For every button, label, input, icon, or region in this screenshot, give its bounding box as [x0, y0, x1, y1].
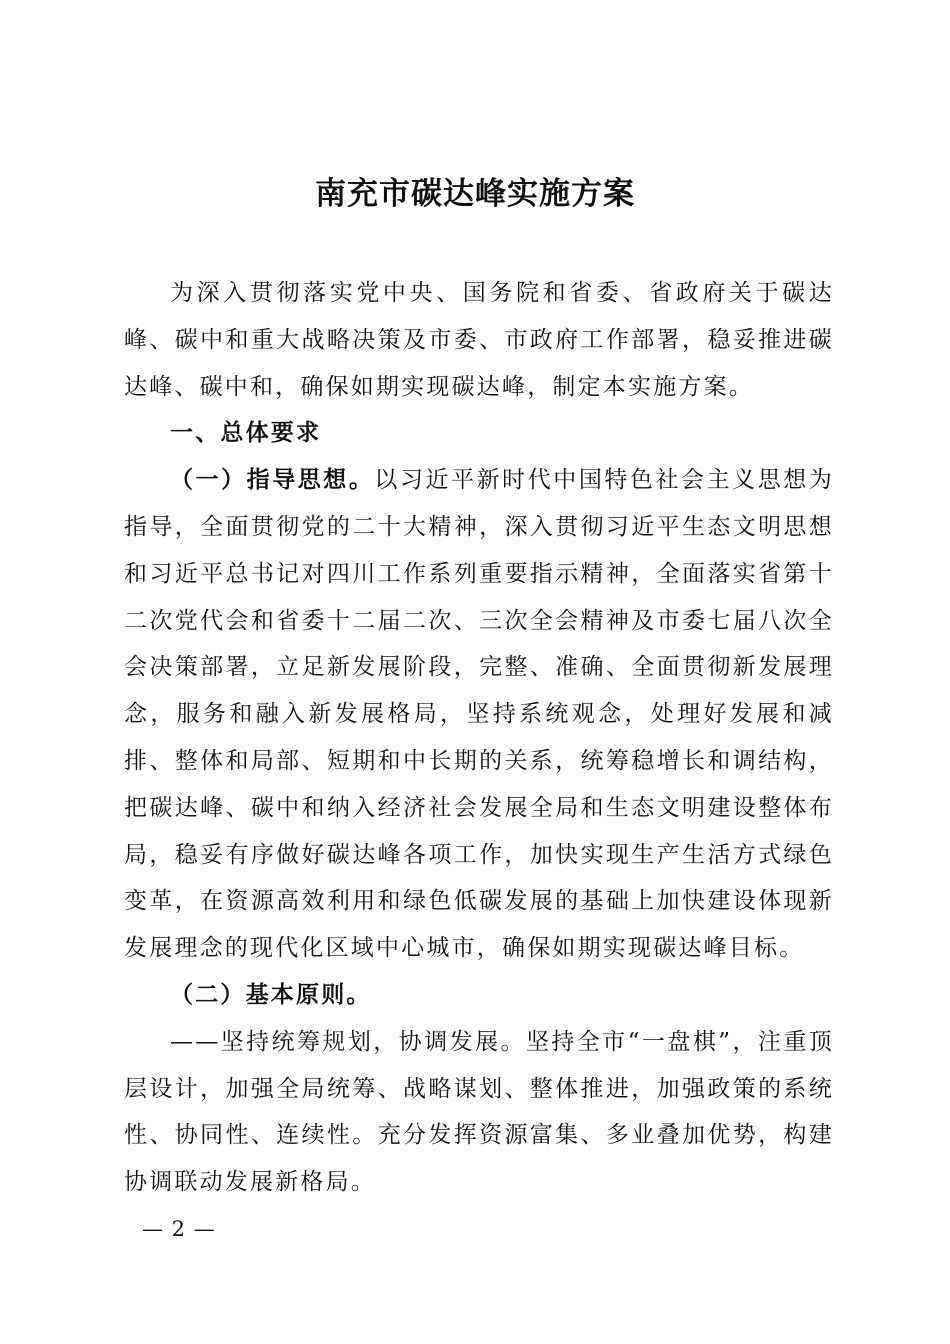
intro-paragraph: 为深入贯彻落实党中央、国务院和省委、省政府关于碳达峰、碳中和重大战略决策及市委、市政府工作部署，稳妥推进碳达峰、碳中和，确保如期实现碳达峰，制定本实施方案。 [124, 280, 834, 400]
page-number: — 2 — [142, 1217, 216, 1241]
document-body [124, 270, 834, 1206]
document-title: 南充市碳达峰实施方案 [315, 176, 635, 212]
guiding-ideology-lead: （一）指导思想。 [170, 466, 375, 494]
principle-paragraph: ——坚持统筹规划，协调发展。坚持全市“一盘棋”，注重顶层设计，加强全局统筹、战略谋划、整体推进，加强政策的系统性、协同性、连续性。充分发挥资源富集、多业叠加优势，构建协调联动发展新格局。 [124, 1028, 834, 1196]
guiding-ideology-body: 以习近平新时代中国特色社会主义思想为指导，全面贯彻党的二十大精神，深入贯彻习近平生态文明思想和习近平总书记对四川工作系列重要指示精神，全面落实省第十二次党代会和省委十二届二次、三次全会精神及市委七届八次全会决策部署，立足新发展阶段，完整、准确、全面贯彻新发展理念，服务和融入新发展格局，坚持系统观念，处理好发展和减排、整体和局部、短期和中长期的关系，统筹稳增长和调结构，把碳达峰、碳中和纳入经济社会发展全局和生态文明建设整体布局，稳妥有序做好碳达峰各项工作，加快实现生产生活方式绿色变革，在资源高效利用和绿色低碳发展的基础上加快建设体现新发展理念的现代化区域中心城市，确保如期实现碳达峰目标。 [124, 467, 834, 962]
guiding-ideology-paragraph [124, 457, 834, 972]
section-heading-general-requirements: 一、总体要求 [170, 419, 322, 447]
basic-principles-heading: （二）基本原则。 [170, 980, 372, 1008]
